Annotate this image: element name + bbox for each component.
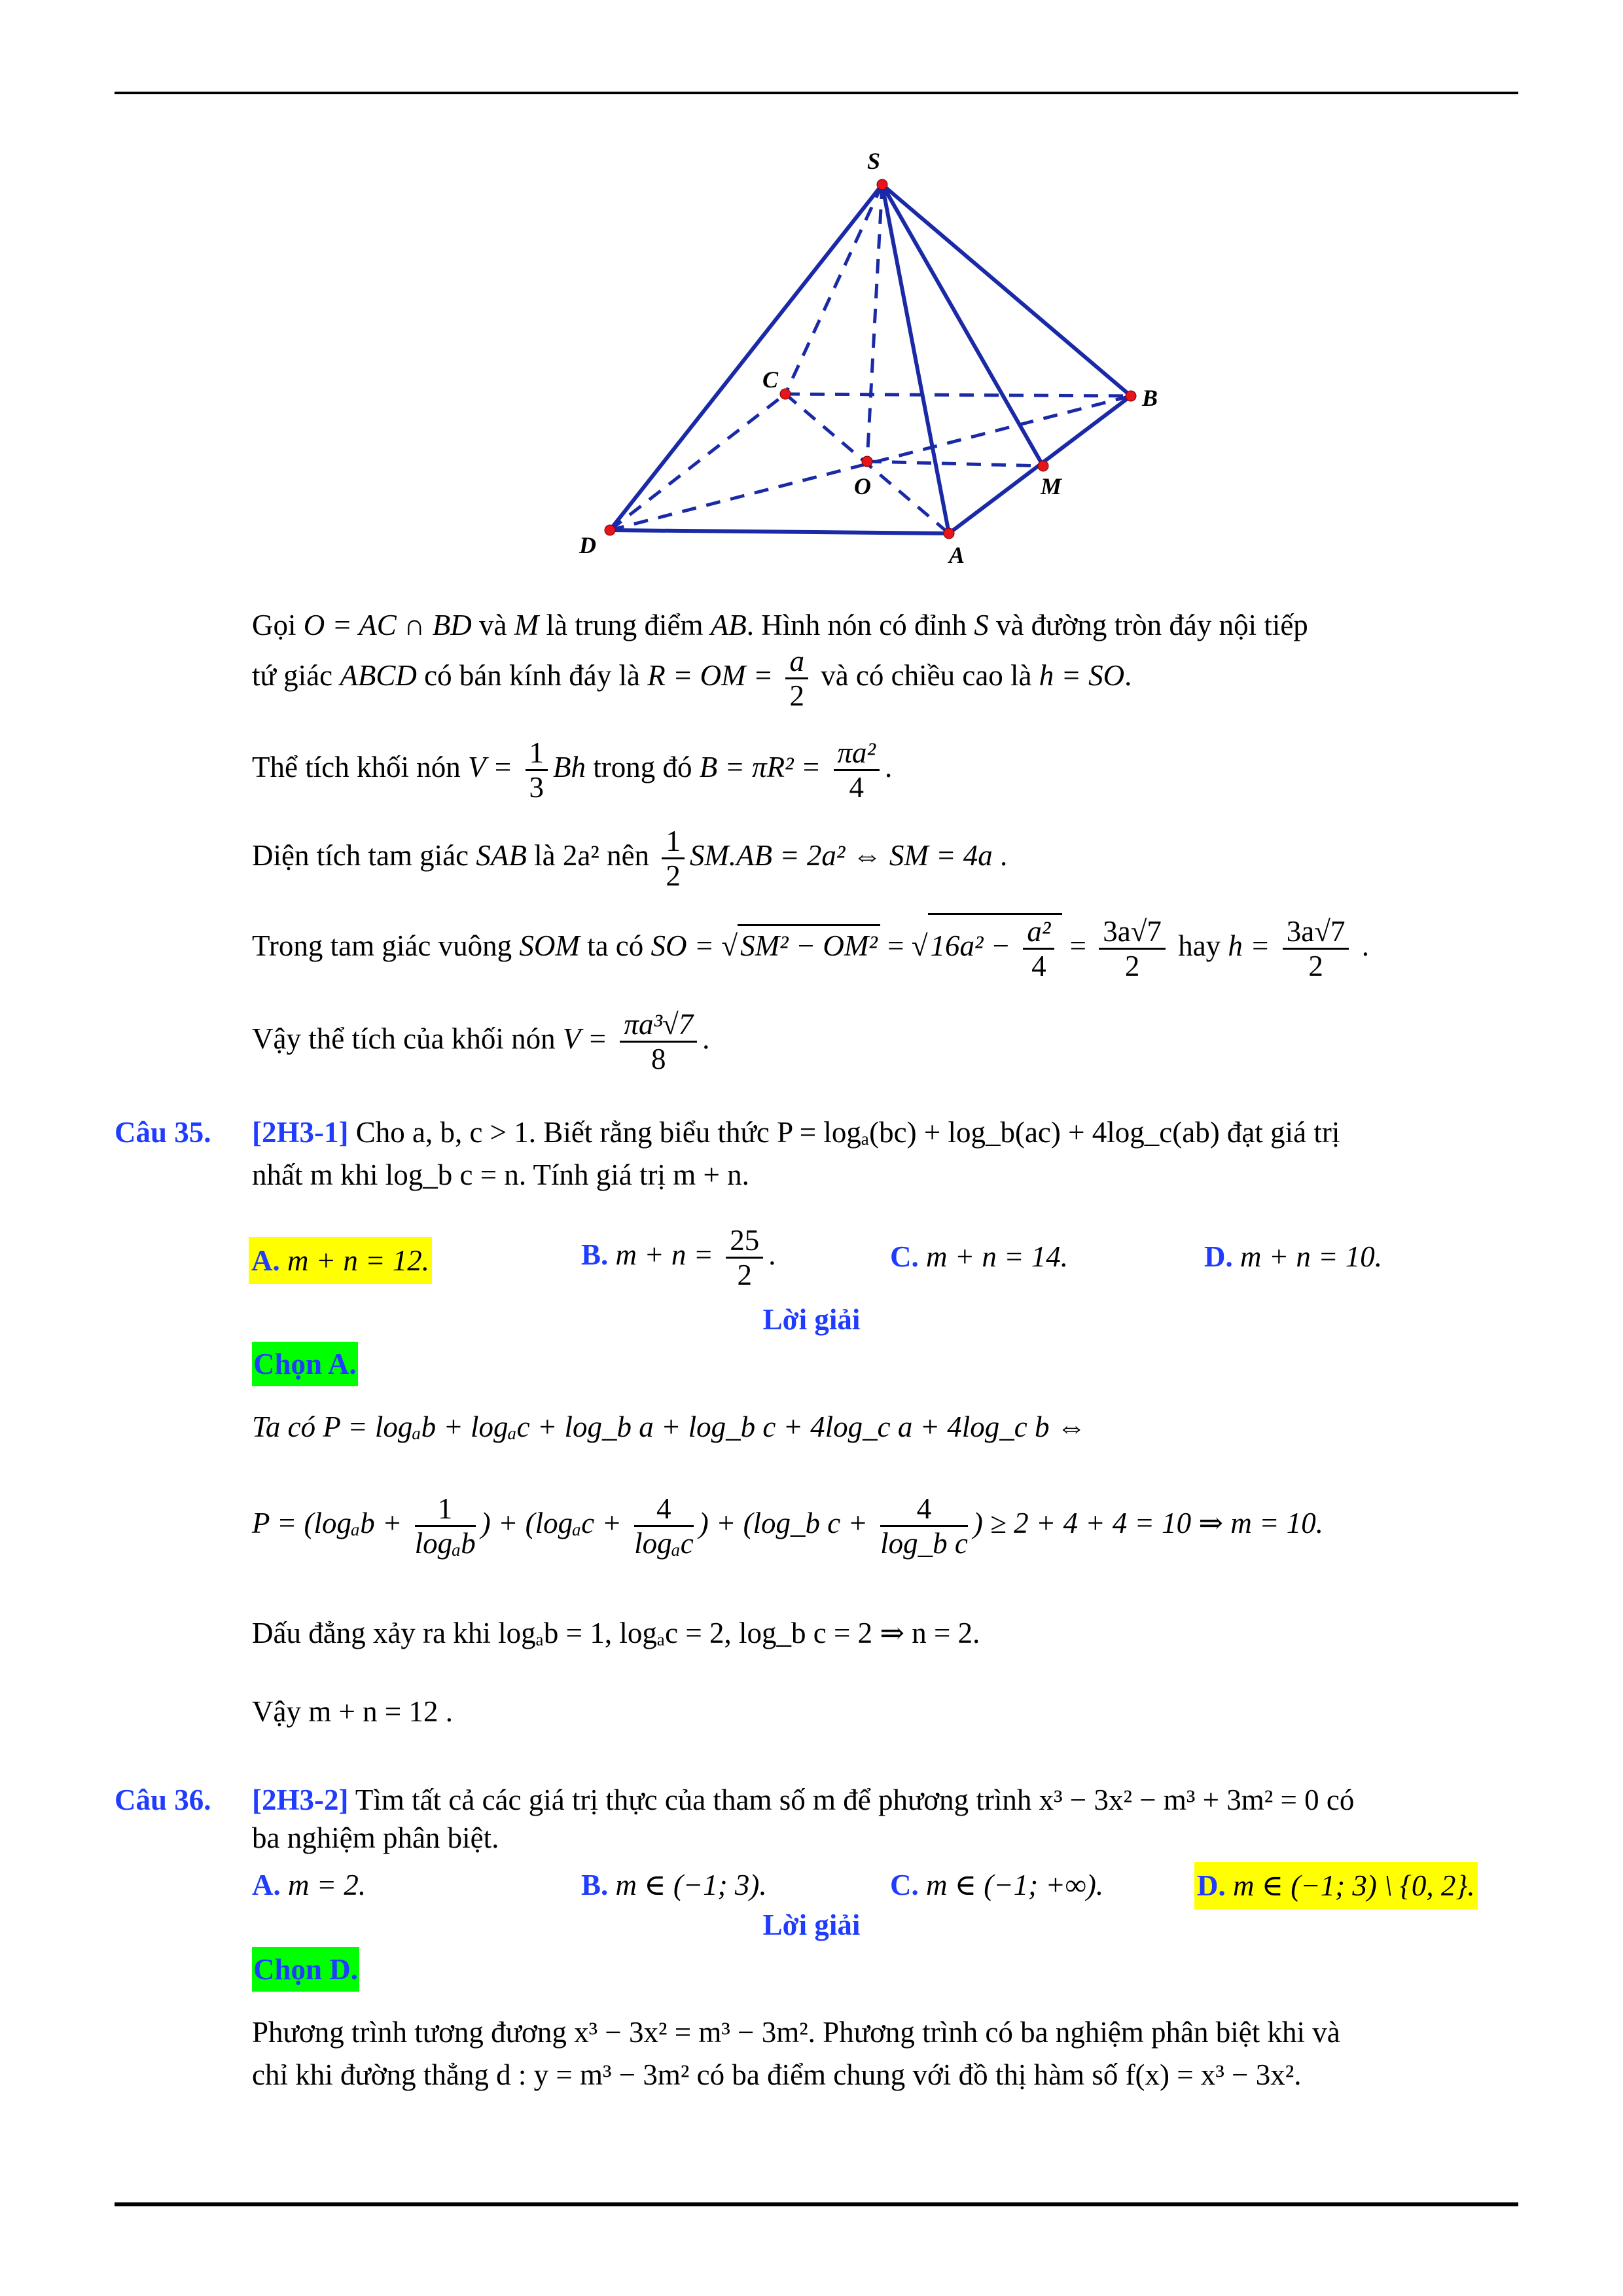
edge-dc [610, 394, 785, 530]
q36-option-d[interactable]: D. m ∈ (−1; 3) \ {0, 2}. [1194, 1862, 1478, 1909]
q36-solution-2: chỉ khi đường thẳng d : y = m³ − 3m² có ba điểm chung với đồ thị hàm số f(x) = x³ − 3x². [252, 2058, 1302, 2091]
q35-option-c[interactable]: C. m + n = 14. [890, 1240, 1068, 1273]
edge-so [867, 185, 882, 461]
point-o [862, 456, 872, 467]
edge-sa [882, 185, 949, 533]
point-s [877, 179, 887, 190]
question-35-line-1: [2H3-1] Cho a, b, c > 1. Biết rằng biểu thức P = logₐ(bc) + log_b(ac) + 4log_c(ab) đạt giá trị [252, 1116, 1340, 1149]
edge-sb [882, 185, 1131, 396]
q35-loi-giai: Lời giải [762, 1303, 861, 1336]
label-o: O [854, 473, 871, 499]
q36-option-a[interactable]: A. m = 2. [252, 1869, 366, 1901]
seg-om [867, 461, 1043, 466]
header-rule [115, 92, 1518, 94]
question-35-number: Câu 35. [115, 1116, 211, 1149]
q36-chon: Chọn D. [252, 1947, 359, 1992]
solution-line-5: Trong tam giác vuông SOM ta có SO = √SM² − OM² = √16a² − $\frac{\text{a²}}{4}$ = $\frac{3a√7}{2}$ hay h = $\frac{3a√7}{2}$ . [252, 913, 1369, 982]
question-36-number: Câu 36. [115, 1784, 211, 1816]
label-a: A [949, 542, 965, 568]
question-36-line-2: ba nghiệm phân biệt. [252, 1821, 499, 1854]
q35-chon: Chọn A. [252, 1342, 358, 1386]
q36-option-b[interactable]: B. m ∈ (−1; 3). [581, 1869, 767, 1901]
question-36-line-1: [2H3-2] Tìm tất cả các giá trị thực của tham số m để phương trình x³ − 3x² − m³ + 3m² = 0 có [252, 1784, 1355, 1816]
label-d: D [579, 532, 596, 558]
point-m [1038, 461, 1048, 471]
question-35-line-2: nhất m khi log_b c = n. Tính giá trị m + n. [252, 1158, 749, 1191]
pyramid-figure [563, 141, 1185, 586]
solution-line-4: Diện tích tam giác SAB là 2a² nên $\frac{1}{2}$ SM.AB = 2a² ⇔ SM = 4a . [252, 825, 1008, 892]
point-a [944, 528, 954, 539]
solution-line-1: Gọi O = AC ∩ BD và M là trung điểm AB. Hình nón có đỉnh S và đường tròn đáy nội tiếp [252, 609, 1308, 641]
q35-option-d[interactable]: D. m + n = 10. [1204, 1240, 1382, 1273]
q36-option-c[interactable]: C. m ∈ (−1; +∞). [890, 1869, 1104, 1901]
q35-solution-1: Ta có P = logₐb + logₐc + log_b a + log_b c + 4log_c a + 4log_c b ⇔ [252, 1410, 1086, 1443]
point-c [780, 389, 791, 399]
label-s: S [867, 148, 881, 174]
edge-sd [610, 185, 882, 530]
edge-cb [785, 394, 1131, 396]
solution-line-3: Thể tích khối nón V = $\frac{1}{3}$ Bh trong đó B = πR² = $\frac{\text{πa²}}{4}$ . [252, 736, 893, 804]
q35-solution-3: Dấu đẳng xảy ra khi logₐb = 1, logₐc = 2, log_b c = 2 ⇒ n = 2. [252, 1617, 980, 1649]
label-b: B [1142, 385, 1158, 411]
edge-da [610, 530, 949, 533]
q36-loi-giai: Lời giải [762, 1909, 861, 1941]
solution-line-2: tứ giác ABCD có bán kính đáy là R = OM = $\frac{a}{2}$ và có chiều cao là h = SO. [252, 645, 1132, 712]
q35-option-b[interactable]: B. m + n = $\frac{25}{2}$ . [581, 1224, 776, 1291]
point-b [1126, 391, 1136, 401]
q36-solution-1: Phương trình tương đương x³ − 3x² = m³ − 3m². Phương trình có ba nghiệm phân biệt khi và [252, 2016, 1340, 2049]
label-m: M [1041, 473, 1062, 499]
footer-rule [115, 2202, 1518, 2206]
q35-solution-2: P = (logₐb + $\frac{1}{\text{logₐb}}$ ) + (logₐc + $\frac{4}{\text{logₐc}}$ ) + (log_b c + $\frac{4}{\text{log\_b c}}$ ) ≥ 2 + 4 + 4 = 10 ⇒ m = 10. [252, 1492, 1323, 1560]
solution-line-6: Vậy thể tích của khối nón V = $\frac{\text{πa³√7}}{8}$ . [252, 1008, 710, 1075]
label-c: C [762, 367, 779, 393]
point-d [605, 525, 615, 535]
q35-option-a[interactable]: A. m + n = 12. [249, 1237, 432, 1284]
edge-sm [882, 185, 1043, 466]
q35-solution-4: Vậy m + n = 12 . [252, 1695, 453, 1728]
